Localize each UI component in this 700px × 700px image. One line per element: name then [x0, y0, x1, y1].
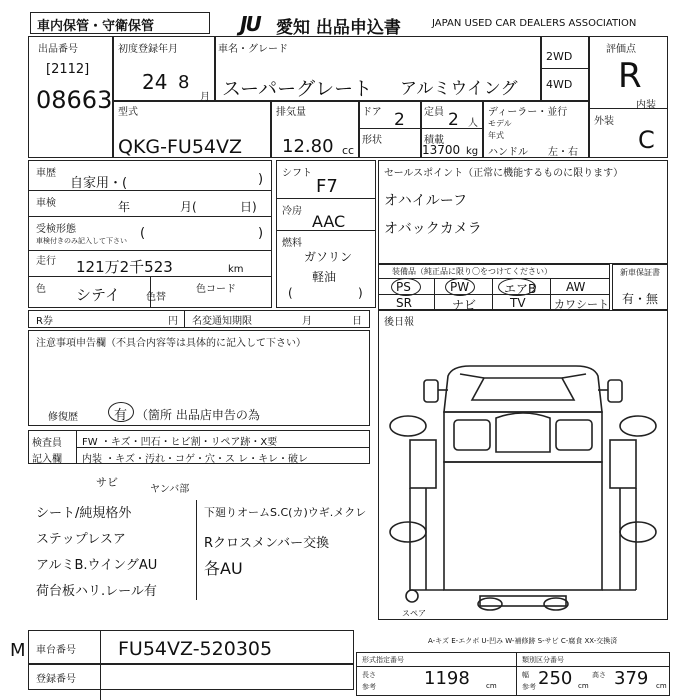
checker-row2: 内装 ・キズ・汚れ・コゲ・穴・ス レ・キレ・破レ	[82, 454, 309, 465]
sales-point-label: セールスポイント（正常に機能するものに限ります）	[384, 168, 624, 179]
notes-label: 注意事項申告欄（不具合内容等は具体的に記入して下さい）	[36, 338, 306, 349]
cab-window-right	[556, 420, 592, 450]
ac-value: AAC	[312, 212, 346, 231]
color-label: 色	[36, 284, 46, 295]
listing-sub-number: [2112]	[46, 62, 90, 77]
model-label: 型式	[118, 107, 138, 118]
doors-label: ドア	[362, 107, 382, 118]
mileage-unit: km	[228, 264, 244, 275]
car-grade-value: アルミウイング	[400, 79, 518, 99]
reception-value: (	[140, 226, 146, 241]
fuel-open: (	[288, 286, 293, 300]
chassis-label: 車台番号	[36, 645, 76, 656]
reception-close: )	[258, 226, 264, 241]
width-unit: cm	[578, 682, 589, 690]
load-label: 積載	[424, 135, 444, 146]
diagram-legend: A-キズ E-エクボ U-凹み W-補修跡 S-サビ C-腐食 XX-交換済	[428, 637, 618, 645]
chassis-value: FU54VZ-520305	[118, 638, 273, 660]
inspection-year: 年	[118, 200, 131, 214]
sales-point-line1: オハイルーフ	[384, 193, 468, 209]
spare-label: スペア	[402, 609, 426, 618]
storage-badge-text: 車内保管・守衛保管	[37, 19, 155, 34]
door-right	[610, 440, 636, 488]
mileage-value: 121万2千523	[76, 258, 173, 276]
notice-label: 名変通知期限	[192, 316, 252, 327]
capacity-label: 定員	[424, 107, 444, 118]
equip-circle-airbag	[498, 278, 536, 296]
drive-4wd: 4WD	[546, 78, 573, 91]
length-value: 1198	[424, 668, 470, 689]
margin-mark: M	[10, 640, 26, 661]
checker-label2: 記入欄	[32, 454, 62, 465]
cert-ref: 参考	[362, 683, 376, 691]
inspection-label: 車検	[36, 198, 56, 209]
cert-ref2: 参考	[522, 683, 536, 691]
rating-outer-label: 外装	[594, 116, 614, 127]
cert-label: 形式指定番号	[362, 656, 404, 664]
fuel-alt: 軽油	[312, 270, 337, 284]
fuel-close: )	[358, 286, 363, 300]
repair-value: 有	[114, 408, 128, 423]
warranty-value: 有・無	[622, 292, 659, 306]
history-value: 自家用・(	[70, 176, 128, 191]
reg-box	[28, 664, 354, 690]
width-value: 250	[538, 668, 573, 689]
wheel-rear-axle-left	[478, 598, 502, 610]
equip-ps: PS	[396, 280, 411, 294]
registration-month-unit: 月	[200, 92, 210, 103]
truck-diagram	[380, 360, 666, 616]
ac-label: 冷房	[282, 206, 302, 217]
note-top2: ヤンバ部	[150, 484, 190, 495]
rating-value: R	[618, 56, 642, 96]
inspection-day: 日)	[240, 200, 257, 214]
storage-badge	[30, 12, 210, 34]
sales-point-line2: オバックカメラ	[384, 221, 482, 237]
ju-logo	[240, 12, 260, 36]
form-title: 愛知 出品申込書	[276, 18, 401, 38]
ju-logo-mark: JU	[240, 12, 260, 36]
equip-circle-pw	[445, 278, 475, 296]
spare-tire	[406, 590, 418, 602]
cert-cat-label: 類別区分番号	[522, 656, 564, 664]
length-label: 長さ	[362, 671, 376, 679]
shape-label: 形状	[362, 135, 382, 146]
shift-value: F7	[316, 176, 338, 197]
fuel-value: ガソリン	[304, 250, 353, 264]
note-top1: サビ	[96, 476, 118, 489]
car-name-value: スーパーグレート	[222, 78, 373, 100]
note-r1: 下廻りオームS.C(カ)ウギ.メクレ	[204, 506, 367, 519]
inspection-month: 月(	[180, 200, 197, 214]
equip-aw: AW	[566, 280, 586, 294]
equip-circle-ps	[391, 278, 421, 296]
history-close: )	[258, 172, 264, 187]
equip-leather: カワシート	[554, 298, 609, 311]
note-l2: ステップレスア	[36, 532, 126, 547]
mirror-right	[608, 380, 622, 402]
registration-month: 8	[178, 72, 190, 93]
handle-options: 左・右	[548, 147, 578, 158]
width-label: 幅	[522, 671, 529, 679]
color-value: シテイ	[76, 286, 120, 304]
wheel-front-left	[390, 416, 426, 436]
after-note-label: 後日報	[384, 317, 414, 328]
displacement-value: 12.80	[282, 136, 334, 157]
note-r3: 各AU	[204, 559, 243, 578]
listing-label: 出品番号	[38, 44, 78, 55]
equip-pw: PW	[450, 280, 470, 294]
model-year-label: モデル	[488, 119, 512, 128]
listing-number: 08663	[36, 86, 113, 114]
registration-year: 24	[142, 70, 168, 94]
shift-label: シフト	[282, 168, 312, 179]
color-code-label: 色コード	[196, 284, 236, 295]
equip-tv: TV	[510, 296, 526, 310]
mirror-left	[424, 380, 438, 402]
equip-navi: ナビ	[452, 298, 477, 312]
repair-label: 修復歴	[48, 412, 78, 423]
note-l1: シート/純規格外	[36, 506, 132, 521]
recycle-label: R券	[36, 316, 53, 327]
cab-window-left	[454, 420, 490, 450]
model-value: QKG-FU54VZ	[118, 136, 243, 158]
windshield	[472, 378, 574, 400]
note-l3: アルミB.ウイングAU	[36, 558, 158, 573]
capacity-unit: 人	[468, 118, 478, 129]
note-l4: 荷台板ハリ.レール有	[36, 584, 157, 599]
wheel-front-right	[620, 416, 656, 436]
registration-label: 初度登録年月	[118, 44, 178, 55]
checker-row1: FW ・キズ・凹石・ヒビ割・リペア跡・X要	[82, 437, 278, 448]
handle-label: ハンドル	[488, 147, 528, 158]
load-unit: kg	[466, 146, 479, 157]
repair-detail: （箇所 出品店申告の為	[136, 408, 260, 422]
cab-roof	[496, 413, 550, 452]
wheel-rear-right	[620, 522, 656, 542]
notice-day: 日	[352, 316, 362, 327]
rating-inner-label: 内装	[636, 100, 656, 111]
car-name-label: 車名・グレード	[218, 44, 288, 55]
color-note: 色替	[146, 292, 166, 303]
form-subtitle: JAPAN USED CAR DEALERS ASSOCIATION	[432, 18, 637, 29]
height-label: 高さ	[592, 671, 606, 679]
notice-month: 月	[302, 316, 312, 327]
doors-value: 2	[394, 110, 405, 130]
cargo-body	[444, 462, 602, 590]
height-value: 379	[614, 668, 649, 689]
checker-label1: 検査員	[32, 438, 62, 449]
displacement-label: 排気量	[276, 107, 306, 118]
reg-label: 登録番号	[36, 674, 76, 685]
height-unit: cm	[656, 682, 667, 690]
length-unit: cm	[486, 682, 497, 690]
cab-outline	[444, 366, 602, 412]
equip-airbag: エアB	[504, 282, 537, 296]
recycle-yen: 円	[168, 316, 178, 327]
fuel-label: 燃料	[282, 238, 302, 249]
repair-circle	[108, 402, 134, 422]
reception-label: 受検形態	[36, 224, 76, 235]
wheel-rear-axle-right	[544, 598, 568, 610]
capacity-value: 2	[448, 110, 459, 130]
mileage-label: 走行	[36, 256, 56, 267]
rating-outer-value: C	[638, 126, 655, 154]
equip-sr: SR	[396, 296, 412, 310]
note-r2: Rクロスメンバー交換	[204, 536, 330, 551]
door-left	[410, 440, 436, 488]
load-value: 13700	[422, 143, 461, 157]
history-label: 車歴	[36, 168, 56, 179]
dealer-label: ディーラー・並行	[488, 107, 568, 118]
equipment-label: 装備品（純正品に限り〇をつけてください）	[392, 267, 552, 276]
warranty-label: 新車保証書	[620, 268, 660, 277]
wheel-rear-left	[390, 522, 426, 542]
displacement-unit: cc	[342, 144, 355, 157]
year-label: 年式	[488, 131, 504, 140]
rating-label: 評価点	[606, 44, 636, 55]
reception-note: 車検付きのみ記入して下さい	[36, 237, 127, 245]
drive-2wd: 2WD	[546, 50, 573, 63]
